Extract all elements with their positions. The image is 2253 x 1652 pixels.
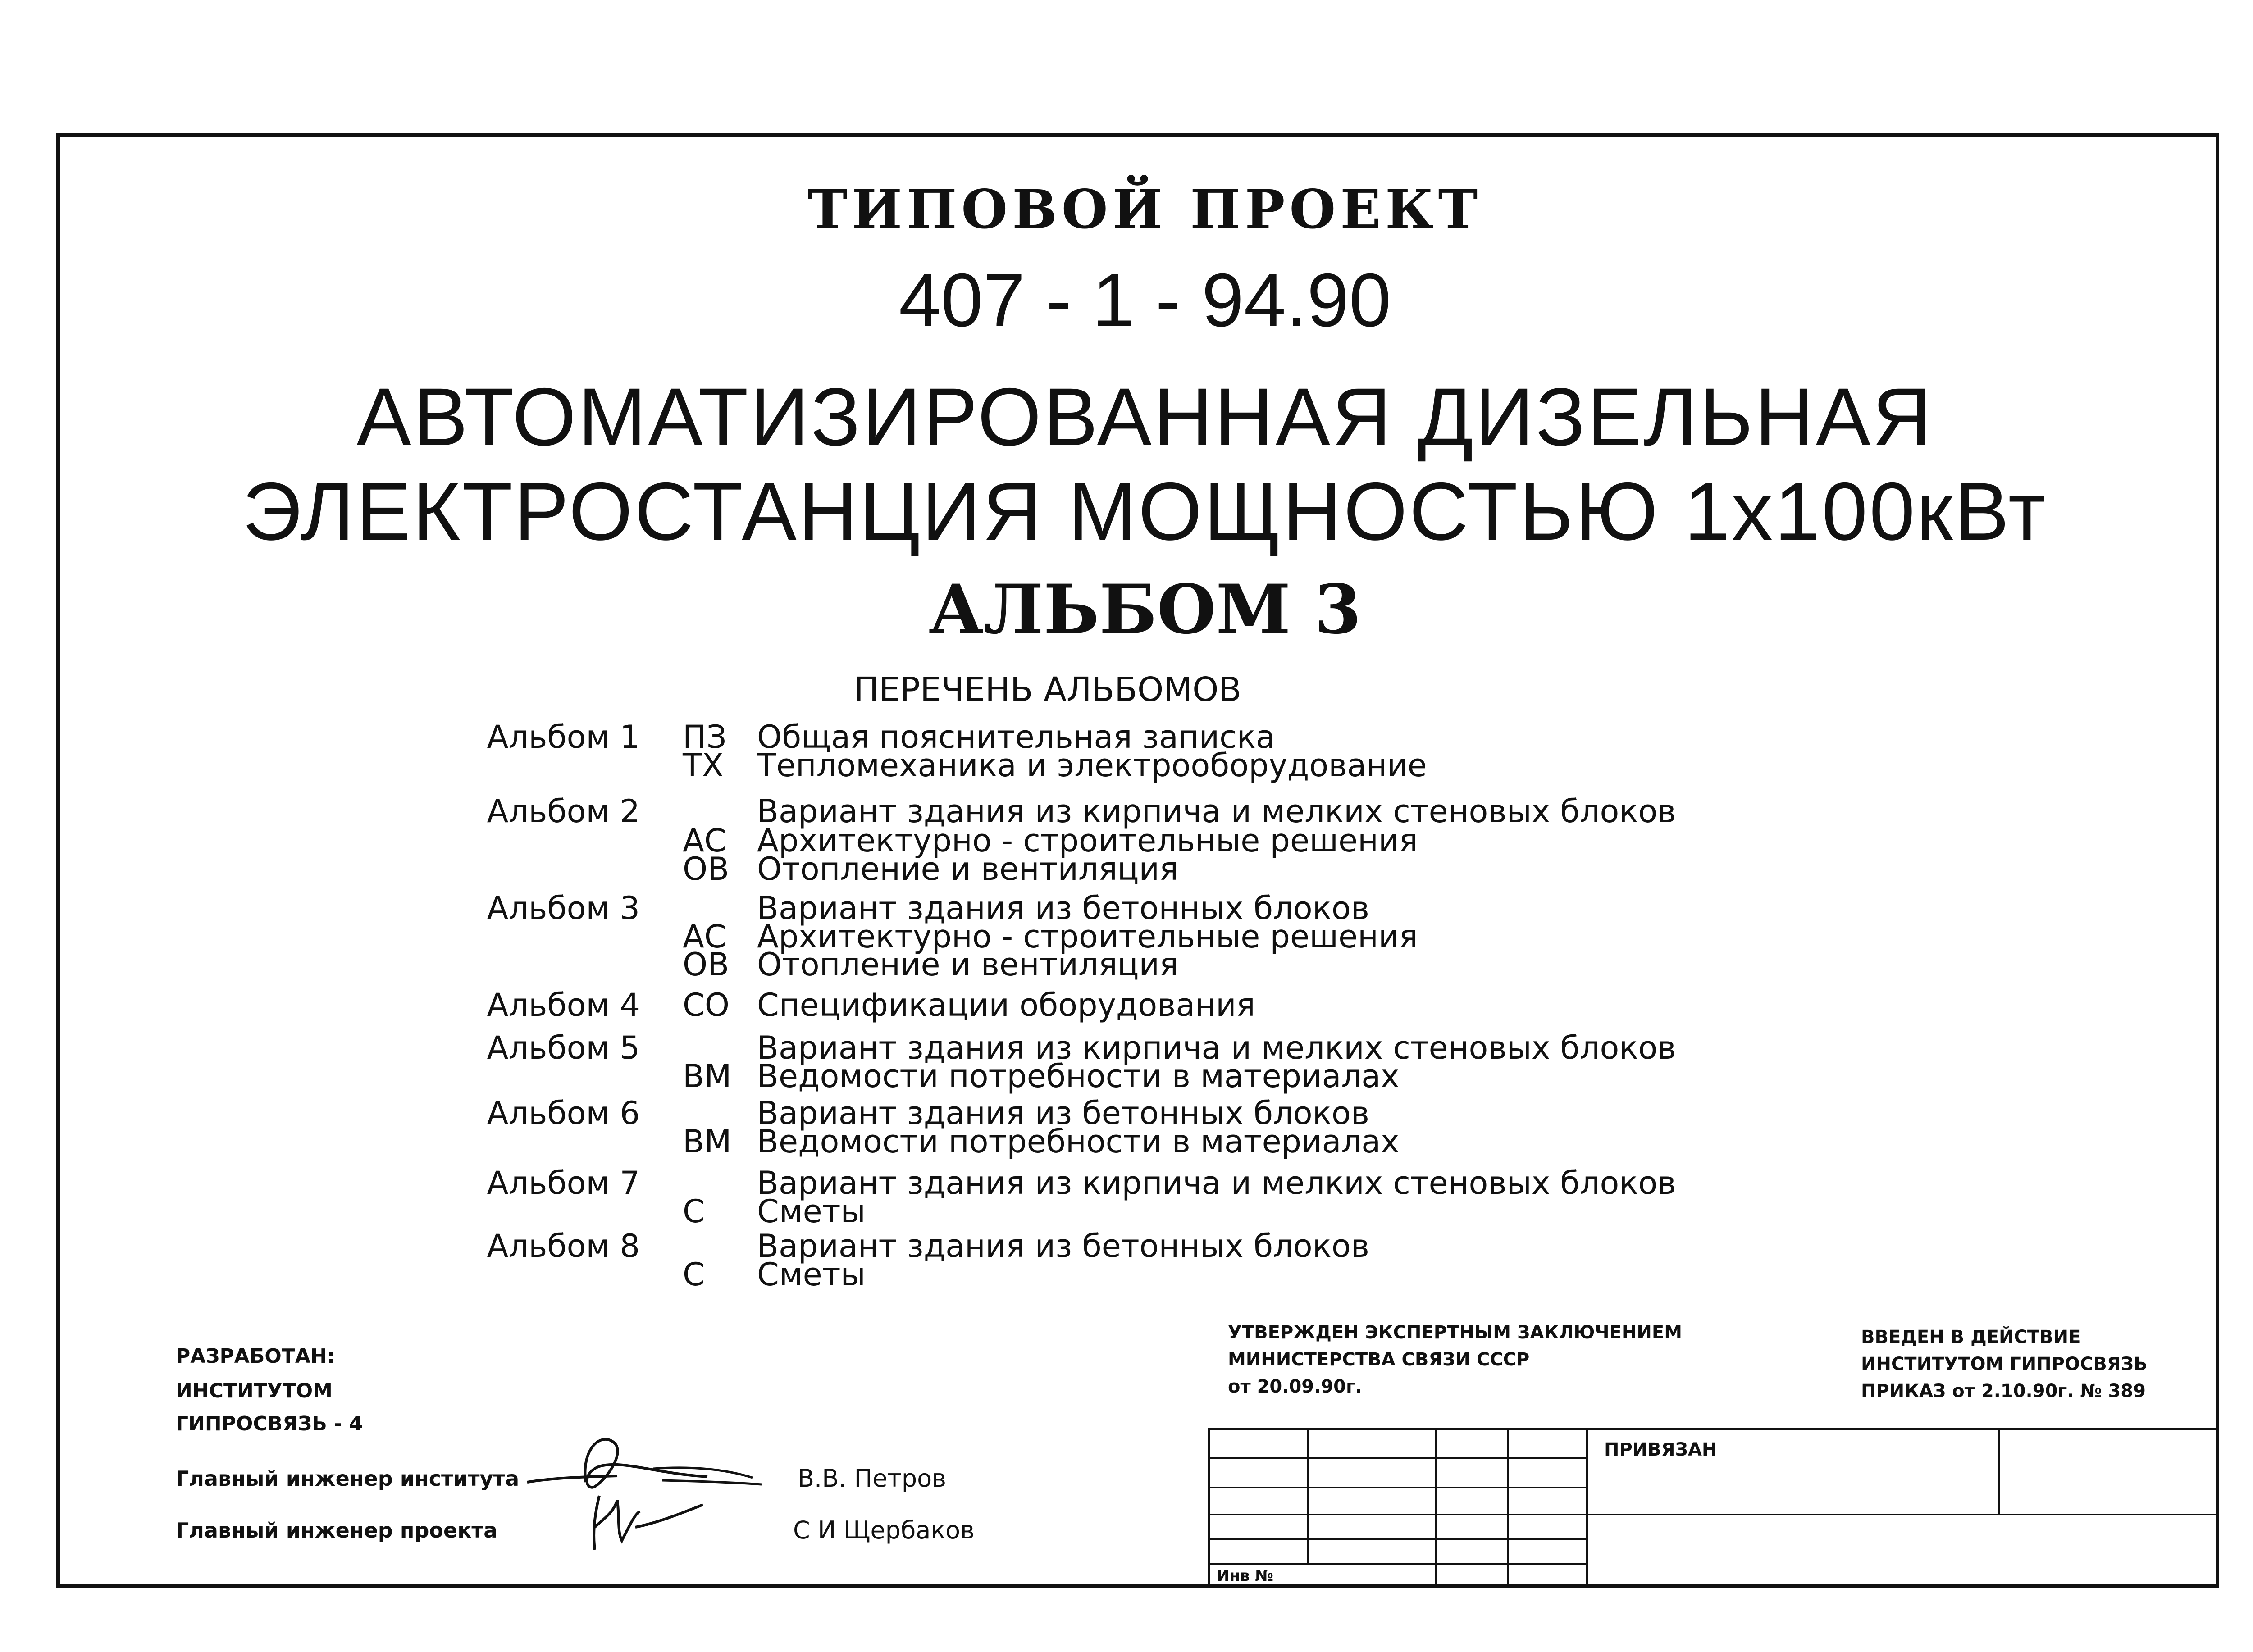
album-description: Вариант здания из кирпича и мелких стеновых блоков [757,793,1676,830]
title-block-row [1208,1538,1586,1540]
album-description: Тепломеханика и электрооборудование [757,747,1427,784]
album-number: Альбом 5 [487,1029,640,1066]
album-description: Отопление и вентиляция [757,851,1179,887]
album-title: АЛЬБОМ 3 [928,570,1362,649]
album-number: Альбом 7 [487,1165,640,1201]
enactment-line-1: ВВЕДЕН В ДЕЙСТВИЕ [1861,1327,2081,1347]
album-code: АС [683,918,726,955]
approval-line-2: МИНИСТЕРСТВА СВЯЗИ СССР [1228,1349,1530,1370]
album-description: Вариант здания из кирпича и мелких стеновых блоков [757,1029,1676,1066]
album-code: ТХ [683,747,724,784]
title-block-divider [1307,1428,1309,1563]
project-number: 407 - 1 - 94.90 [898,258,1391,342]
album-code: ОВ [683,851,730,887]
chief-project-name: С И Щербаков [793,1516,975,1544]
album-description: Вариант здания из бетонных блоков [757,1228,1370,1265]
album-number: Альбом 4 [487,987,640,1024]
album-code: ВМ [683,1058,732,1095]
chief-institute-label: Главный инженер института [176,1466,520,1491]
album-list-heading: ПЕРЕЧЕНЬ АЛЬБОМОВ [854,670,1242,709]
signature-shcherbakov [586,1487,712,1554]
approval-line-1: УТВЕРЖДЕН ЭКСПЕРТНЫМ ЗАКЛЮЧЕНИЕМ [1228,1322,1683,1343]
album-number: Альбом 6 [487,1095,640,1132]
album-code: СО [683,987,730,1024]
enactment-line-2: ИНСТИТУТОМ ГИПРОСВЯЗЬ [1861,1354,2148,1374]
album-number: Альбом 1 [487,719,640,755]
album-code: АС [683,822,726,859]
title-block-divider [1586,1428,1588,1588]
approval-date: от 20.09.90г. [1228,1376,1363,1397]
title-block-row [1208,1487,1586,1488]
title-line-1: АВТОМАТИЗИРОВАННАЯ ДИЗЕЛЬНАЯ [356,371,1934,463]
album-description: Архитектурно - строительные решения [757,822,1418,859]
title-block-divider [1998,1428,2000,1514]
album-number: Альбом 3 [487,890,640,927]
title-block-row [1208,1563,1586,1565]
album-description: Ведомости потребности в материалах [757,1123,1400,1160]
album-number: Альбом 8 [487,1228,640,1265]
album-description: Спецификации оборудования [757,987,1255,1024]
album-description: Отопление и вентиляция [757,946,1179,983]
developer-institute: ИНСТИТУТОМ [176,1379,333,1402]
chief-project-label: Главный инженер проекта [176,1518,498,1543]
album-description: Сметы [757,1256,866,1293]
inv-number-label: Инв № [1217,1567,1274,1585]
enactment-order: ПРИКАЗ от 2.10.90г. № 389 [1861,1381,2146,1402]
album-code: С [683,1193,705,1230]
album-description: Архитектурно - строительные решения [757,918,1418,955]
linked-label: ПРИВЯЗАН [1604,1439,1717,1460]
album-number: Альбом 2 [487,793,640,830]
album-code: ВМ [683,1123,732,1160]
album-description: Сметы [757,1193,866,1230]
album-code: ПЗ [683,719,727,755]
album-description: Вариант здания из кирпича и мелких стеновых блоков [757,1165,1676,1201]
title-block-row [1208,1514,2219,1515]
album-description: Общая пояснительная записка [757,719,1275,755]
title-block-row [1208,1457,1586,1459]
type-label: ТИПОВОЙ ПРОЕКТ [807,178,1482,241]
album-code: С [683,1256,705,1293]
album-description: Ведомости потребности в материалах [757,1058,1400,1095]
title-line-2: ЭЛЕКТРОСТАНЦИЯ МОЩНОСТЬЮ 1х100кВт [242,465,2048,557]
chief-institute-name: В.В. Петров [798,1464,947,1493]
album-description: Вариант здания из бетонных блоков [757,1095,1370,1132]
developer-label: РАЗРАБОТАН: [176,1345,335,1368]
album-code: ОВ [683,946,730,983]
album-description: Вариант здания из бетонных блоков [757,890,1370,927]
developer-name: ГИПРОСВЯЗЬ - 4 [176,1412,363,1435]
